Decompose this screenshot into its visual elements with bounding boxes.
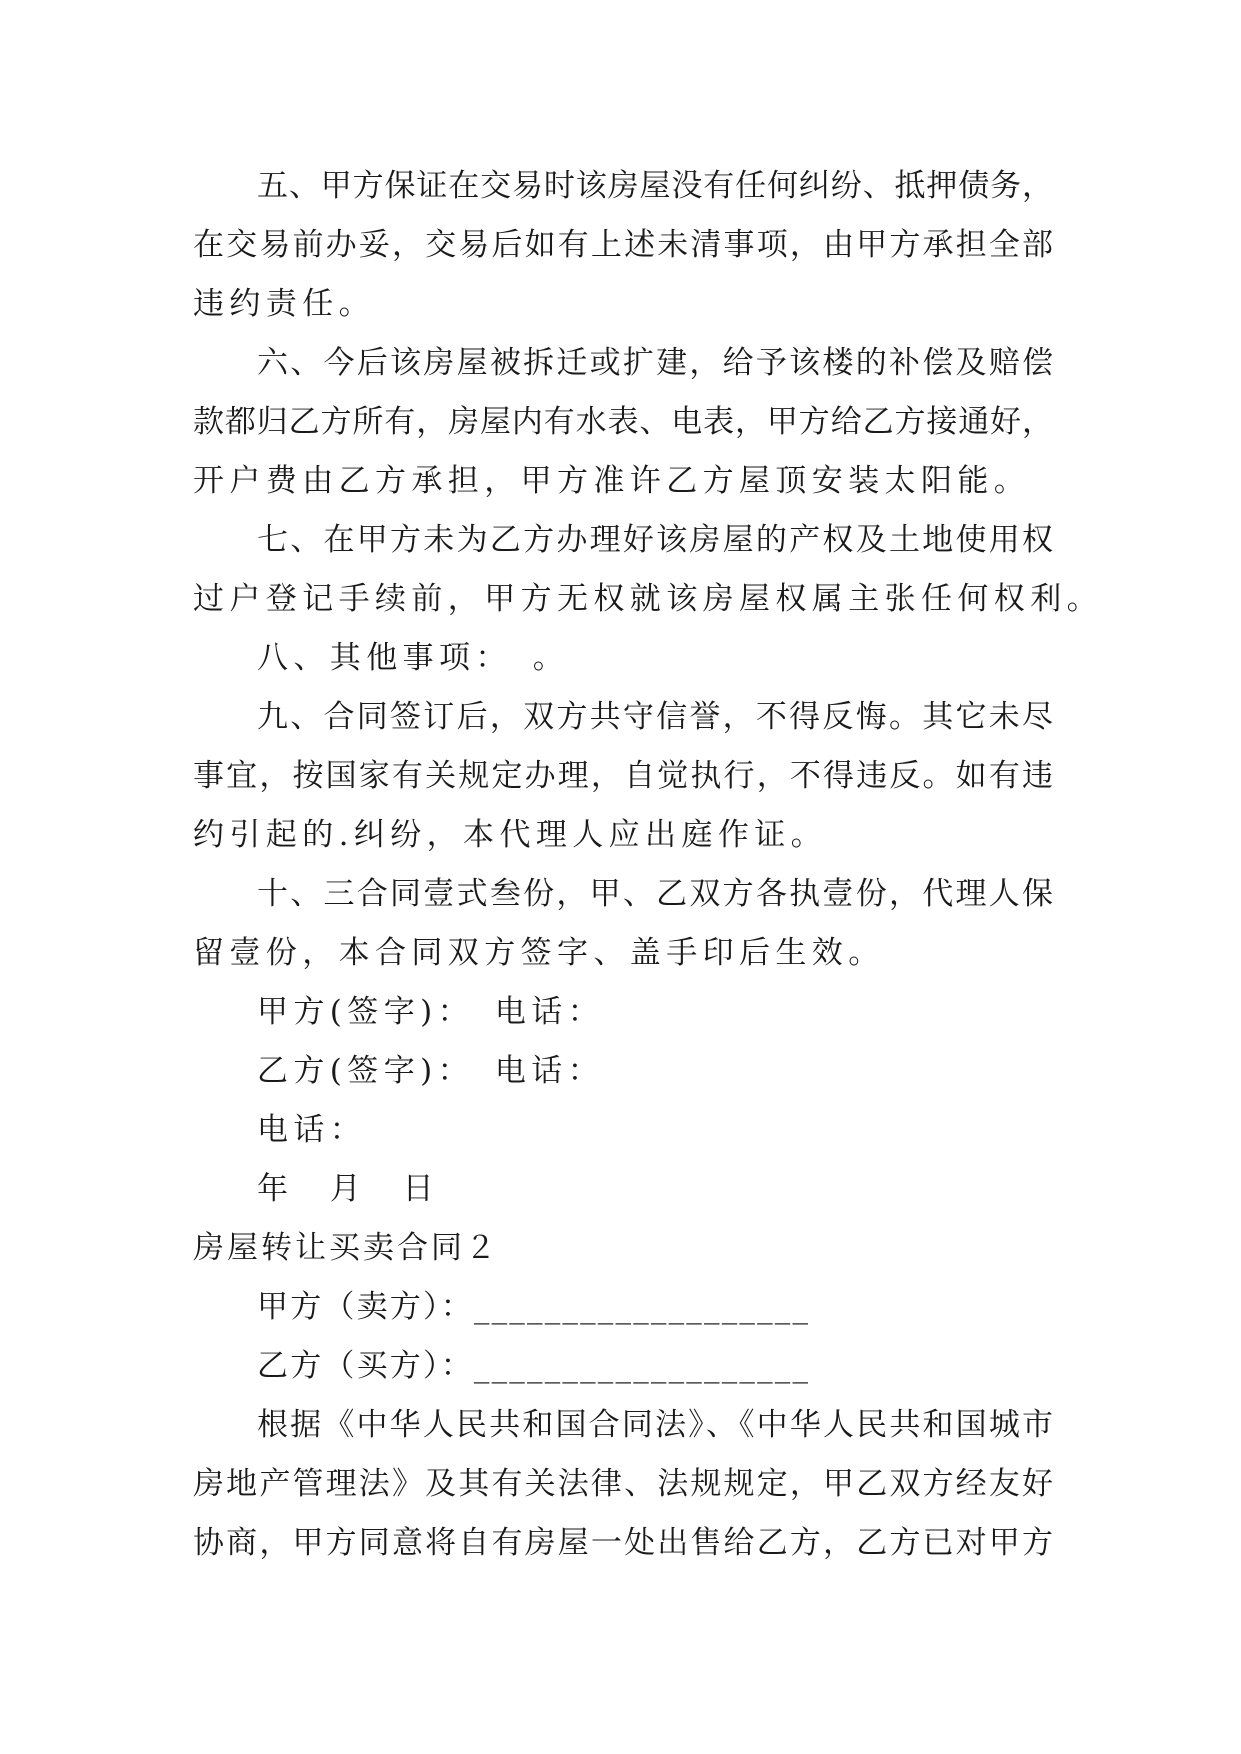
contract-2-title: 房屋转让买卖合同２ [193,1230,499,1266]
clause-7-line-1: 七、在甲方未为乙方办理好该房屋的产权及土地使用权 [257,522,1053,558]
clause-6-line-3: 开户费由乙方承担，甲方准许乙方屋顶安装太阳能。 [193,463,1031,499]
clause-6-line-1: 六、今后该房屋被拆迁或扩建，给予该楼的补偿及赔偿 [257,345,1053,381]
preamble-line-2: 房地产管理法》及其有关法律、法规规定，甲乙双方经友好 [193,1466,1053,1502]
clause-8-line-1: 八、其他事项： 。 [257,640,570,676]
clause-5-line-2: 在交易前办妥，交易后如有上述未清事项，由甲方承担全部 [193,227,1053,263]
preamble-line-1: 根据《中华人民共和国合同法》、《中华人民共和国城市 [257,1407,1053,1443]
clause-6-line-2: 款都归乙方所有，房屋内有水表、电表，甲方给乙方接通好， [193,404,1053,440]
clause-9-line-2: 事宜，按国家有关规定办理，自觉执行，不得违反。如有违 [193,758,1053,794]
clause-7-line-2: 过户登记手续前，甲方无权就该房屋权属主张任何权利。 [193,581,1103,617]
date-line: 年 月 日 [257,1171,439,1207]
clause-9-line-3: 约引起的.纠纷，本代理人应出庭作证。 [193,817,828,853]
clause-10-line-2: 留壹份，本合同双方签字、盖手印后生效。 [193,935,885,971]
party-a-signature-line: 甲方(签字)： 电话： [257,994,605,1030]
clause-5-line-1: 五、甲方保证在交易时该房屋没有任何纠纷、抵押债务， [257,168,1053,204]
preamble-line-3: 协商，甲方同意将自有房屋一处出售给乙方，乙方已对甲方 [193,1525,1053,1561]
clause-10-line-1: 十、三合同壹式叁份，甲、乙双方各执壹份，代理人保 [257,876,1053,912]
phone-line: 电话： [257,1112,367,1148]
party-b-signature-line: 乙方(签字)： 电话： [257,1053,605,1089]
seller-line: 甲方（卖方）：___________________ [257,1289,811,1325]
clause-9-line-1: 九、合同签订后，双方共守信誉，不得反悔。其它未尽 [257,699,1053,735]
buyer-line: 乙方（买方）：___________________ [257,1348,811,1384]
clause-5-line-3: 违约责任。 [193,286,375,322]
